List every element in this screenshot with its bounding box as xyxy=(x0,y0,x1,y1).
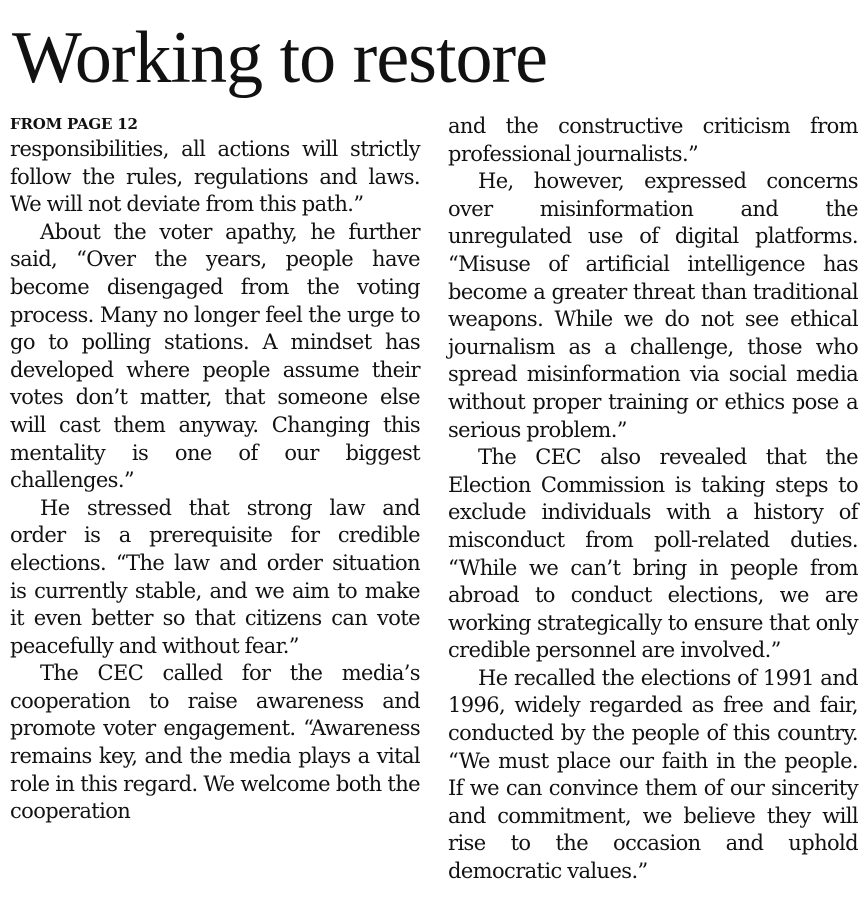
paragraph-voter-apathy: About the voter apathy, he further said, “Over the years, people have become disengaged from the voting process. Many no longer feel the urge to go to polling stations. A mindset has developed where people assume their votes don’t matter, that someone else will cast them anyway. Changing this mentality is one of our biggest challenges.” xyxy=(10,219,420,493)
paragraph-media-cooperation: The CEC called for the media’s cooperation to raise awareness and promote voter engagement. “Awareness remains key, and the media plays a vital role in this regard. We welcome both the cooperation xyxy=(10,661,420,824)
paragraph-continuation: responsibilities, all actions will strictly follow the rules, regulations and laws. We will not deviate from this path.” xyxy=(10,137,420,217)
article-column-right xyxy=(448,113,858,886)
paragraph-exclude-misconduct: The CEC also revealed that the Election Commission is taking steps to exclude individuals with a history of misconduct from poll-related duties. “While we can’t bring in people from abroad to conduct elections, we are working strategically to ensure that only credible personnel are involved.” xyxy=(448,445,858,663)
paragraph-misinformation: He, however, expressed concerns over misinformation and the unregulated use of digital platforms. “Misuse of artificial intelligence has become a greater threat than traditional weapons. While we do not see ethical journalism as a challenge, those who spread misinformation via social media without proper training or ethics pose a serious problem.” xyxy=(448,169,858,442)
paragraph-criticism-continuation: and the constructive criticism from professional journalists.” xyxy=(448,114,858,166)
article-headline: Working to restore xyxy=(12,17,548,99)
paragraph-past-elections: He recalled the elections of 1991 and 1996, widely regarded as free and fair, conducted by the people of this country. “We must place our faith in the people. If we can convince them of our sincerity and commitment, we believe they will rise to the occasion and uphold democratic values.” xyxy=(448,665,858,884)
article-column-left xyxy=(10,113,420,826)
paragraph-law-and-order: He stressed that strong law and order is a prerequisite for credible elections. “The law and order situation is currently stable, and we aim to make it even better so that citizens can vote peacefully and without fear.” xyxy=(10,495,420,658)
continued-from-kicker: FROM PAGE 12 xyxy=(10,115,138,133)
